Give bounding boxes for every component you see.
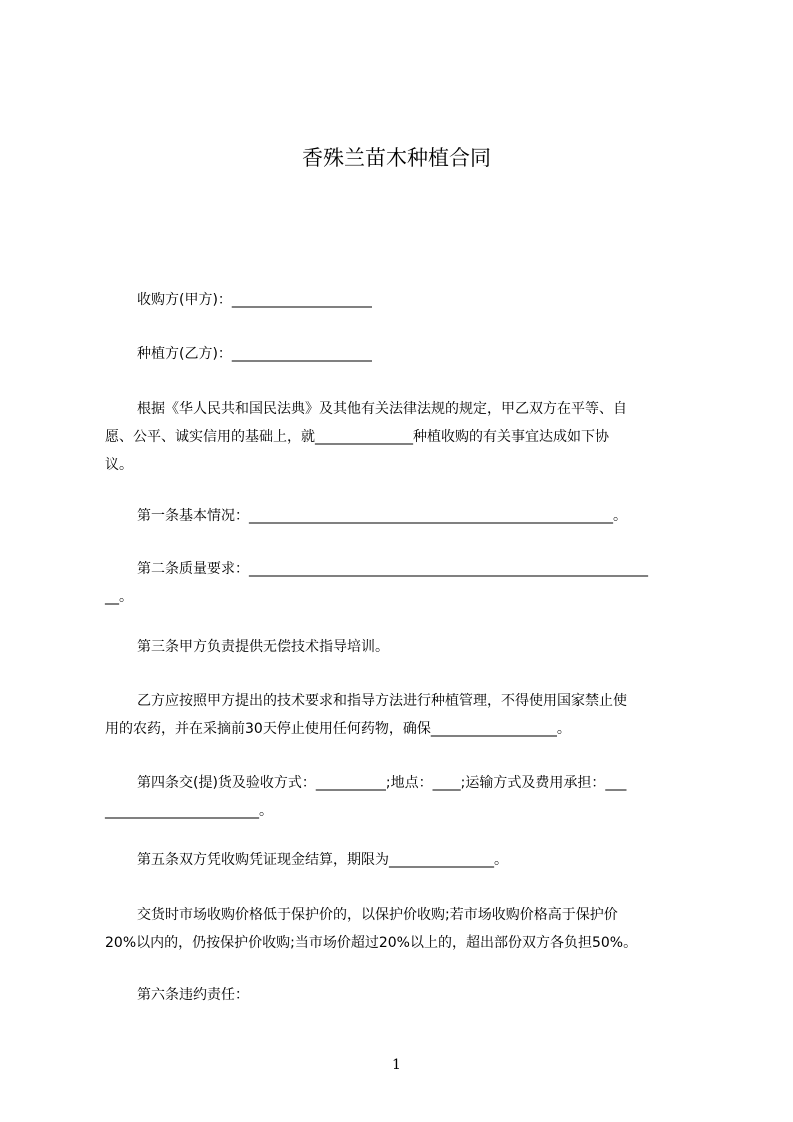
article-5-detail (105, 901, 701, 957)
text-line: 根据《华人民共和国民法典》及其他有关法律法规的规定，甲乙双方在平等、自 (137, 401, 627, 417)
text-line: 第二条质量要求：_________________________________________________________ (137, 561, 648, 577)
text-line: 乙方应按照甲方提出的技术要求和指导方法进行种植管理，不得使用国家禁止使 (137, 693, 627, 709)
text-line: 议。 (105, 457, 133, 473)
text-line: 第六条违约责任： (137, 987, 249, 1003)
article-3 (105, 633, 701, 661)
text-line: 用的农药，并在采摘前30天停止使用任何药物，确保__________________。 (105, 721, 571, 737)
text-line: 20%以内的，仍按保护价收购;当市场价超过20%以上的，超出部份双方各负担50%。 (105, 935, 638, 951)
document-title: 香殊兰苗木种植合同 (302, 146, 491, 170)
text-line: 愿、公平、诚实信用的基础上，就______________种植收购的有关事宜达成如下协 (105, 429, 609, 445)
text-line: 交货时市场收购价格低于保护价的，以保护价收购;若市场收购价格高于保护价 (137, 907, 618, 923)
article-3-detail (105, 687, 701, 743)
text-line: 第五条双方凭收购凭证现金结算，期限为_______________。 (137, 852, 508, 868)
text-line: 第一条基本情况：____________________________________________________。 (137, 508, 627, 524)
text-line: 收购方(甲方)：____________________ (137, 292, 372, 308)
text-line: __。 (105, 589, 133, 605)
article-2 (105, 555, 701, 611)
article-6 (105, 981, 701, 1009)
grower-field (105, 340, 701, 368)
text-line: 第四条交(提)货及验收方式：__________;地点：____;运输方式及费用承担：___ (137, 775, 627, 791)
article-5 (105, 846, 701, 874)
buyer-field (105, 286, 701, 314)
article-1 (105, 502, 701, 530)
text-line: 第三条甲方负责提供无偿技术指导培训。 (137, 639, 389, 655)
article-4 (105, 769, 701, 825)
text-line: ______________________。 (105, 803, 273, 819)
page-number: 1 (392, 1057, 401, 1073)
text-line: 种植方(乙方)：____________________ (137, 346, 372, 362)
preamble-paragraph (105, 395, 701, 479)
